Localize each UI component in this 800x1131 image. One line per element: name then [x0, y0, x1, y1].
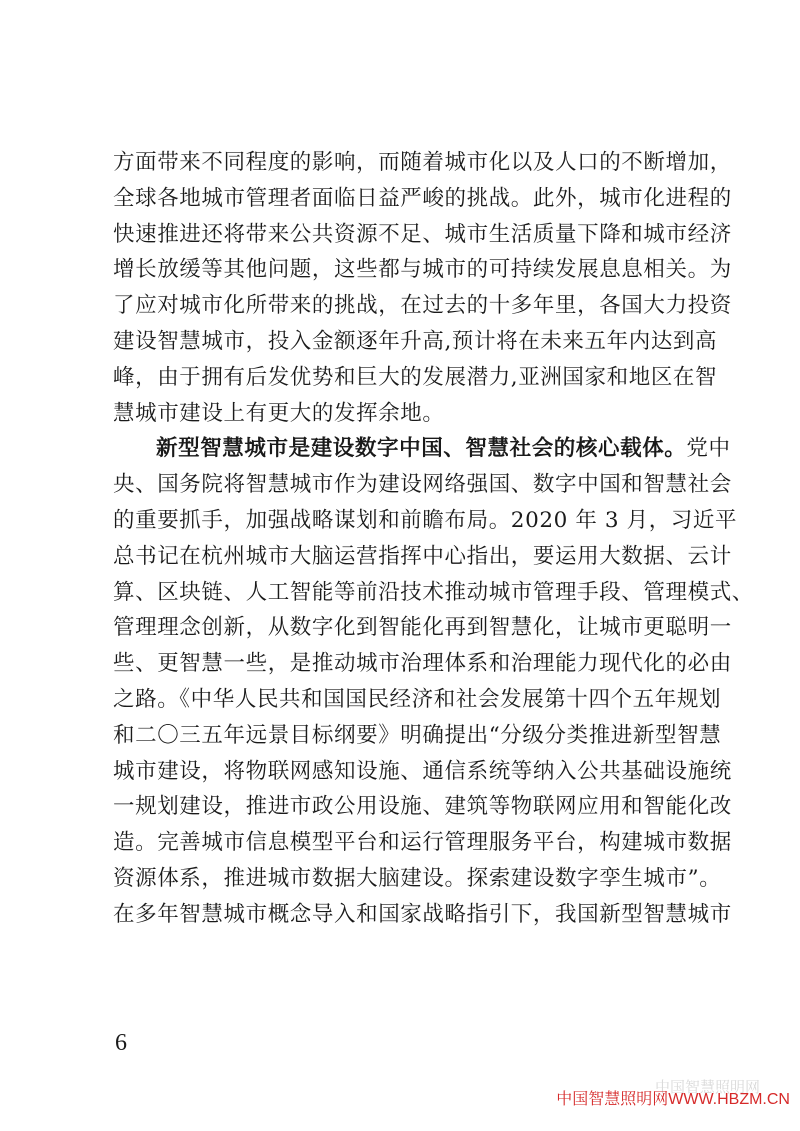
text-line: 全球各地城市管理者面临日益严峻的挑战。此外，城市化进程的: [113, 185, 732, 211]
text-line: 峰，由于拥有后发优势和巨大的发展潜力,亚洲国家和地区在智: [113, 364, 718, 390]
text-line: 算、区块链、人工智能等前沿技术推动城市管理手段、管理模式、: [113, 579, 754, 605]
text-line: 央、国务院将智慧城市作为建设网络强国、数字中国和智慧社会: [113, 472, 732, 498]
text-line: 慧城市建设上有更大的发挥余地。: [113, 400, 445, 426]
text-line: 城市建设，将物联网感知设施、通信系统等纳入公共基础设施统: [113, 758, 732, 784]
text-line: 一规划建设，推进市政公用设施、建筑等物联网应用和智能化改: [113, 794, 732, 820]
text-line: 在多年智慧城市概念导入和国家战略指引下，我国新型智慧城市: [113, 901, 732, 927]
text-line: 增长放缓等其他问题，这些都与城市的可持续发展息息相关。为: [113, 257, 732, 283]
text-line: 建设智慧城市，投入金额逐年升高,预计将在未来五年内达到高: [113, 328, 718, 354]
text-line: 快速推进还将带来公共资源不足、城市生活质量下降和城市经济: [113, 221, 732, 247]
text-line: 管理理念创新，从数字化到智能化再到智慧化，让城市更聪明一: [113, 615, 732, 641]
text-line: 和二〇三五年远景目标纲要》明确提出“分级分类推进新型智慧: [113, 722, 722, 748]
text-line: 方面带来不同程度的影响，而随着城市化以及人口的不断增加，: [113, 150, 732, 175]
faded-watermark: 中国智慧照明网: [654, 1079, 760, 1096]
text-line: 了应对城市化所带来的挑战，在过去的十多年里，各国大力投资: [113, 293, 732, 319]
lead-line-rest: 党中: [686, 436, 731, 462]
watermark-text: 中国智慧照明网WWW.HBZM.CN: [556, 1091, 790, 1108]
text-line: 之路。《中华人民共和国国民经济和社会发展第十四个五年规划: [113, 686, 722, 712]
body-text: [113, 145, 754, 933]
page-number: 6: [115, 1030, 127, 1056]
site-watermark: [556, 1086, 790, 1109]
paragraph-1: [113, 145, 732, 431]
text-line: 的重要抓手，加强战略谋划和前瞻布局。2020 年 3 月，习近平: [113, 507, 738, 533]
text-line: 资源体系，推进城市数据大脑建设。探索建设数字孪生城市”。: [113, 865, 722, 891]
bold-lead-sentence: 新型智慧城市是建设数字中国、智慧社会的核心载体。: [156, 436, 687, 462]
text-line: 些、更智慧一些，是推动城市治理体系和治理能力现代化的必由: [113, 651, 732, 677]
paragraph-2: [113, 431, 754, 932]
text-line: [113, 431, 731, 467]
text-line: 总书记在杭州城市大脑运营指挥中心指出，要运用大数据、云计: [113, 543, 732, 569]
text-line: 造。完善城市信息模型平台和运行管理服务平台，构建城市数据: [113, 830, 732, 856]
